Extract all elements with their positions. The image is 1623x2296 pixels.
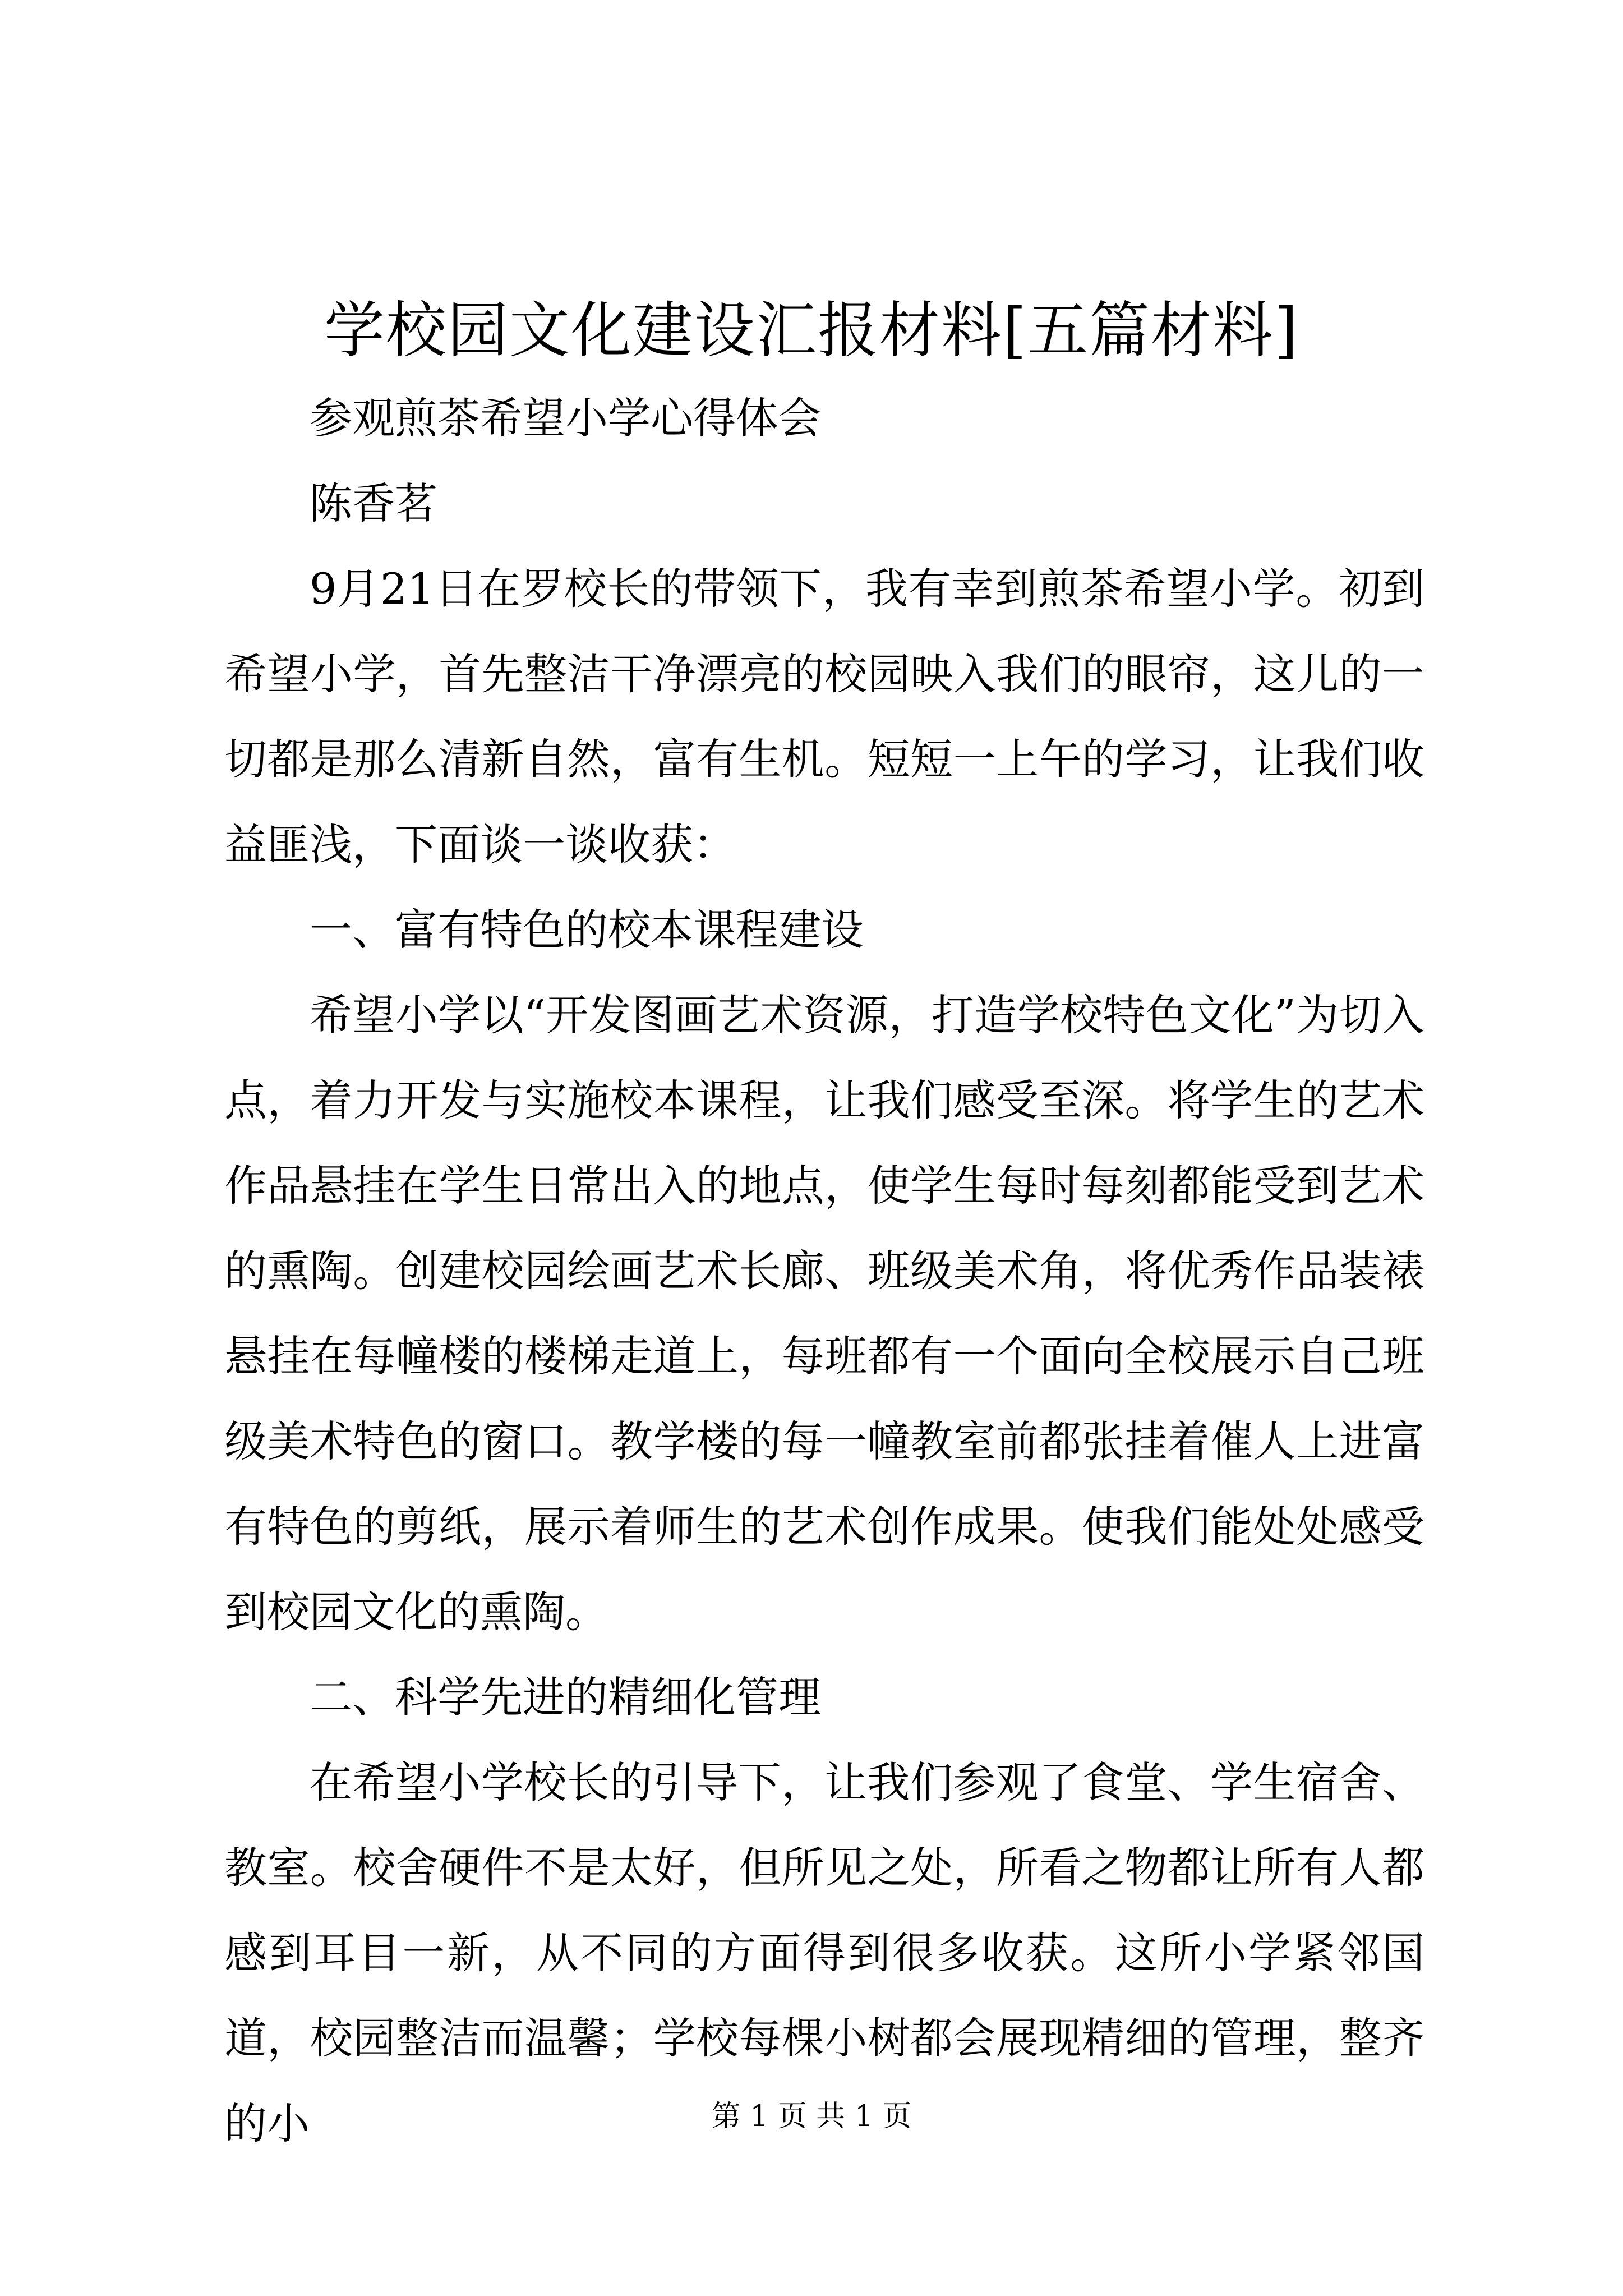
paragraph-section-2: 在希望小学校长的引导下，让我们参观了食堂、学生宿舍、教室。校舍硬件不是太好，但所见之处，所看之物都让所有人都感到耳目一新，从不同的方面得到很多收获。这所小学紧邻国道，校园整洁而温馨；学校每棵小树都会展现精细的管理，整齐的小 — [224, 1757, 1424, 2148]
page-number-footer: 第 1 页 共 1 页 — [711, 2100, 912, 2133]
paragraph-subtitle: 参观煎茶希望小学心得体会 — [310, 393, 821, 443]
section-heading-2: 二、科学先进的精细化管理 — [310, 1672, 821, 1722]
paragraph-intro: 9月21日在罗校长的带领下，我有幸到煎茶希望小学。初到希望小学，首先整洁干净漂亮的校园映入我们的眼帘，这儿的一切都是那么清新自然，富有生机。短短一上午的学习，让我们收益匪浅，下面谈一谈收获： — [224, 564, 1424, 869]
section-heading-1: 一、富有特色的校本课程建设 — [310, 905, 864, 955]
paragraph-author: 陈香茗 — [310, 478, 437, 528]
paragraph-section-1: 希望小学以“开发图画艺术资源，打造学校特色文化”为切入点，着力开发与实施校本课程，让我们感受至深。将学生的艺术作品悬挂在学生日常出入的地点，使学生每时每刻都能受到艺术的熏陶。创建校园绘画艺术长廊、班级美术角，将优秀作品装裱悬挂在每幢楼的楼梯走道上，每班都有一个面向全校展示自己班级美术特色的窗口。教学楼的每一幢教室前都张挂着催人上进富有特色的剪纸，展示着师生的艺术创作成果。使我们能处处感受到校园文化的熏陶。 — [224, 990, 1424, 1637]
document-title: 学校园文化建设汇报材料[五篇材料] — [324, 296, 1299, 366]
document-body — [224, 376, 1424, 2166]
